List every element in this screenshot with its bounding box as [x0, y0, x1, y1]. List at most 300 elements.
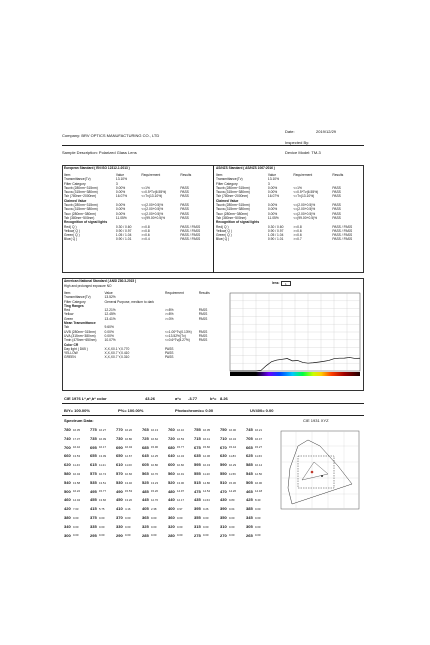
table-row	[215, 237, 363, 241]
table-cell: Tsuvb (280nm~315nm)	[216, 203, 250, 208]
table-cell: Item	[64, 173, 71, 177]
table-cell: Tsuv (280nm~380nm)	[64, 211, 96, 216]
spectrum-wavelength: 290	[116, 532, 123, 538]
table-cell: Tsuv (280nm~380nm)	[216, 211, 248, 216]
spectrum-value: 13.40	[125, 480, 132, 485]
table-cell: 0.00%	[104, 333, 114, 338]
spectrum-value: 16.21	[255, 427, 262, 432]
spectrum-value: 15.77	[99, 489, 106, 494]
spectrum-value: 0.00	[255, 533, 261, 538]
table-cell: Yellow	[64, 312, 74, 317]
table-cell: Requirement	[293, 173, 313, 177]
spectrum-value: 0.00	[125, 524, 131, 529]
spectrum-value: 11.64	[203, 498, 210, 503]
spectrum-wavelength: 420	[64, 506, 71, 512]
spectrum-value: 16.62	[151, 436, 158, 441]
spectrum-value: 10.14	[255, 462, 262, 467]
spectrum-value: 16.22	[73, 489, 80, 494]
table-cell: Claimed Value	[216, 198, 239, 203]
table-cell: >=0.6	[141, 233, 150, 238]
table-cell: <=Tv(13.10%)	[141, 194, 163, 199]
spectrum-value: 10.80	[151, 462, 158, 467]
spectrum-value: 12.06	[203, 454, 210, 459]
table-cell: Transmittance(Tv)	[64, 295, 91, 300]
spectrum-value: 14.18	[255, 489, 262, 494]
spectrum-wavelength: 615	[90, 462, 97, 468]
spectrum-wavelength: 410	[116, 506, 123, 512]
spectrum-value: 15.27	[255, 445, 262, 450]
summary-divider	[62, 415, 364, 416]
table-cell: PASS	[180, 194, 189, 199]
table-cell: UVA (315nm~380nm)	[64, 333, 96, 338]
inspected-label: Inspected By:	[285, 140, 310, 145]
spectrum-value: 13.09	[99, 454, 106, 459]
table-cell: General Purpose, medium to dark	[104, 299, 155, 304]
cie-a-label: a*=	[175, 396, 182, 401]
table-cell: Red( Q )	[216, 224, 229, 229]
spectrum-value: 0.00	[203, 533, 209, 538]
spectrum-value: 13.00	[177, 480, 184, 485]
spectrum-wavelength: 775	[90, 427, 97, 432]
spectrum-value: 11.63	[255, 454, 262, 459]
table-cell: 0.00%	[267, 185, 278, 190]
table-cell: PASS	[198, 316, 208, 321]
table-cell: >=0.4	[141, 237, 150, 242]
spectrum-wavelength: 665	[246, 444, 253, 450]
spectrum-value: 14.04	[73, 498, 80, 503]
table-cell: 0.00%	[115, 207, 126, 212]
table-cell: Recognition of signal lights	[216, 220, 260, 225]
spectrum-wavelength: 555	[194, 471, 201, 476]
spectrum-value: 16.42	[73, 445, 80, 450]
table-cell: PASS	[180, 207, 189, 212]
spectrum-value: 12.50	[255, 471, 262, 476]
spectrum-wavelength: 735	[90, 435, 97, 441]
device-model: Device Model: TM-3	[285, 150, 321, 155]
table-cell: >=0.8	[293, 224, 302, 229]
cie-diagram	[278, 428, 362, 512]
spectrum-value: 14.26	[229, 489, 236, 494]
spectrum-value: 11.56	[229, 471, 236, 476]
table-cell: 3	[115, 181, 118, 186]
spectrum-wavelength: 710	[220, 435, 227, 441]
spectrum-wavelength: 700	[64, 444, 71, 450]
table-cell: 10.07%	[104, 338, 116, 343]
spectrum-wavelength: 565	[142, 471, 149, 476]
spectrum-wavelength: 335	[90, 523, 97, 529]
table-cell: Tsb (380nm~500nm)	[216, 215, 247, 220]
date-label: Date:	[285, 129, 295, 134]
spectrum-wavelength: 365	[142, 515, 149, 520]
spectrum-value: 10.29	[229, 462, 236, 467]
table-cell: Blue( Q )	[216, 237, 230, 242]
table-cell: Red( Q )	[64, 224, 77, 229]
spectrum-wavelength: 650	[116, 453, 123, 459]
spectrum-value: 14.97	[177, 489, 184, 494]
table-cell: <=1%	[141, 185, 150, 190]
table-cell: Requirement	[141, 173, 161, 177]
table-cell: Red	[64, 308, 71, 313]
table-cell: PASS	[198, 329, 208, 334]
table-cell: 11.05%	[267, 215, 279, 220]
table-cell: <=(99.00+0.5)%	[293, 215, 318, 220]
table-cell: PASS	[198, 338, 208, 343]
table-cell: >=0.8	[141, 228, 150, 233]
spectrum-wavelength: 425	[246, 497, 253, 503]
table-cell: GREEN	[64, 355, 76, 360]
spectrum-wavelength: 305	[246, 523, 253, 529]
company-name: Company: BRV OPTICS MANUFACTURING CO., LTD	[62, 133, 160, 138]
spectrum-wavelength: 325	[142, 523, 149, 529]
spectrum-wavelength: 525	[142, 479, 149, 485]
table-cell: Transmittance(Tv)	[216, 177, 243, 182]
table-cell: Tsuva (315nm~380nm)	[216, 190, 250, 195]
spectrum-wavelength: 390	[220, 506, 227, 512]
spectrum-wavelength: 490	[116, 488, 123, 494]
table-cell: 0.00%	[267, 211, 278, 216]
spectrum-wavelength: 730	[116, 435, 123, 441]
spectrum-wavelength: 345	[246, 515, 253, 520]
table-cell: <=(2.00+0.5)%	[141, 203, 164, 208]
transmittance-chart	[222, 291, 362, 381]
spectrum-wavelength: 610	[116, 462, 123, 468]
spectrum-wavelength: 395	[194, 506, 201, 512]
table-cell: UVB (280nm~315nm)	[64, 329, 96, 334]
spectrum-value: 14.80	[203, 480, 210, 485]
table-cell: PASS	[164, 351, 174, 356]
cie-l-value: 43.26	[145, 396, 156, 401]
table-cell: <=0.5*Tv(6.55%)	[293, 190, 319, 195]
spectrum-wavelength: 580	[64, 471, 71, 476]
spectrum-value: 0.00	[255, 524, 261, 529]
spectrum-wavelength: 705	[246, 435, 253, 441]
table-cell: >=3%	[164, 316, 174, 321]
table-cell: Value	[267, 173, 277, 177]
table-row	[63, 355, 213, 359]
spectrum-wavelength: 755	[194, 427, 201, 432]
table-cell: Value	[115, 173, 125, 177]
spectrum-value: 11.43	[73, 462, 80, 467]
spectrum-wavelength: 695	[90, 444, 97, 450]
table-cell: Transmittance(Tv)	[64, 177, 91, 182]
table-cell: Green( Q )	[216, 233, 232, 238]
table-cell: PASS / PASS	[332, 228, 353, 233]
spectrum-value: 0.00	[99, 515, 105, 520]
spectrum-wavelength: 750	[220, 427, 227, 432]
summary-photochromic: Photochromic= 0.00	[175, 408, 214, 413]
table-cell: YELLOW	[64, 351, 78, 356]
spectrum-value: 0.00	[177, 515, 183, 520]
table-cell: Tsuvb (280nm~315nm)	[64, 203, 98, 208]
spectrum-value: 13.58	[73, 480, 80, 485]
eu-title: European Standard ( EN ISO 12312-1:2013 )	[64, 166, 130, 170]
table-cell: Tsuva (315nm~380nm)	[64, 190, 98, 195]
table-cell: <=(2.00+0.5)%	[293, 203, 316, 208]
table-cell: Tsuvb (280nm~315nm)	[216, 185, 250, 190]
spectrum-wavelength: 545	[246, 471, 253, 476]
table-cell: <=13.52%(Tv)	[164, 333, 186, 338]
spectrum-wavelength: 315	[194, 523, 201, 529]
spectrum-wavelength: 455	[90, 497, 97, 503]
spectrum-wavelength: 360	[168, 515, 175, 520]
spectrum-wavelength: 340	[64, 523, 71, 529]
table-cell: PASS	[198, 333, 208, 338]
table-cell: 16.07%	[267, 194, 280, 199]
table-cell: 13.10%	[267, 177, 280, 182]
table-cell: 9.60%	[104, 325, 114, 330]
spectrum-value: 0.00	[125, 533, 131, 538]
spectrum-value: 16.04	[125, 445, 132, 450]
spectrum-wavelength: 480	[168, 488, 175, 494]
spectrum-value: 16.53	[177, 436, 184, 441]
spectrum-wavelength: 445	[142, 497, 149, 503]
spectrum-value: 10.43	[203, 462, 210, 467]
spectrum-value: 0.00	[73, 515, 79, 520]
spectrum-value: 16.41	[203, 436, 210, 441]
spectrum-wavelength: 280	[168, 532, 175, 538]
spectrum-value: 0.97	[177, 506, 183, 511]
spectrum-wavelength: 690	[116, 444, 123, 450]
table-cell: 0.00%	[115, 211, 126, 216]
table-cell: PASS	[198, 308, 208, 313]
spectrum-value: 13.51	[99, 480, 106, 485]
table-cell: Results	[332, 173, 344, 177]
table-cell: PASS	[180, 203, 189, 208]
as-table	[215, 173, 363, 242]
spectrum-wavelength: 500	[64, 488, 71, 494]
table-cell: 13.41%	[104, 316, 116, 321]
table-cell: <=1.00*Tv(0.13%)	[164, 329, 192, 334]
table-cell: <=(2.00+0.5)%	[293, 207, 316, 212]
spectrum-wavelength: 405	[142, 506, 149, 512]
eu-table	[63, 173, 211, 242]
ansi-subtitle: High and prolonged exposure NO	[64, 284, 112, 288]
summary-uv400: UV400= 0.00	[250, 408, 274, 413]
table-cell: <=(2.00+0.5)%	[141, 211, 164, 216]
spectrum-value: 11.00	[125, 462, 132, 467]
chart-lens-select[interactable]	[281, 281, 291, 286]
table-cell: Tsb	[64, 325, 70, 330]
spectrum-wavelength: 670	[220, 444, 227, 450]
spectrum-value: 0.00	[99, 524, 105, 529]
cie-b-value: 8.26	[220, 396, 228, 401]
spectrum-value: 15.90	[151, 445, 158, 450]
spectrum-wavelength: 550	[220, 471, 227, 476]
table-cell: PASS	[332, 211, 341, 216]
cie-divider	[62, 403, 364, 404]
spectrum-value: 2.38	[151, 506, 157, 511]
table-cell: Green	[64, 316, 74, 321]
table-cell: Filter Category	[64, 181, 86, 186]
table-cell: Recognition of signal lights	[64, 220, 108, 225]
spectrum-value: 10.91	[177, 471, 184, 476]
spectrum-wavelength: 715	[194, 435, 201, 441]
spectrum-value: 10.60	[177, 462, 184, 467]
spectrum-wavelength: 740	[64, 435, 71, 441]
spectrum-wavelength: 350	[220, 515, 227, 520]
table-cell: PASS / PASS	[180, 237, 201, 242]
spectrum-wavelength: 780	[64, 427, 71, 432]
table-cell: PASS / PASS	[180, 228, 201, 233]
table-cell: 0.00%	[115, 185, 126, 190]
spectrum-value: 12.17	[177, 498, 184, 503]
table-cell: <=0.5*Tv(6.55%)	[141, 190, 167, 195]
spectrum-wavelength: 320	[168, 523, 175, 529]
as-title: AS/NZS Standard ( AS/NZS 1067:2016 )	[216, 166, 275, 170]
spectrum-value: 16.09	[99, 436, 106, 441]
table-cell: 16.07%	[115, 194, 128, 199]
table-cell: Item	[216, 173, 223, 177]
table-cell: Claimed Value	[64, 198, 87, 203]
spectrum-wavelength: 430	[220, 497, 227, 503]
spectrum-value: 7.03	[73, 506, 79, 511]
spectrum-wavelength: 660	[64, 453, 71, 459]
table-cell: 12.21%	[104, 308, 116, 313]
table-cell: >=0.8	[141, 224, 150, 229]
table-cell: PASS / PASS	[180, 224, 201, 229]
table-cell: 0.00%	[104, 329, 114, 334]
spectrum-wavelength: 295	[90, 532, 97, 538]
spectrum-wavelength: 620	[64, 462, 71, 468]
spectrum-wavelength: 560	[168, 471, 175, 476]
spectrum-value: 16.13	[151, 427, 158, 432]
spectrum-value: 17.37	[73, 436, 80, 441]
standards-divider	[213, 165, 214, 273]
table-cell: Tsb (380nm~500nm)	[64, 215, 95, 220]
table-cell: X,X,X0.1 Y,0.770	[104, 346, 130, 351]
table-cell: 0.30 / 0.60	[267, 224, 284, 229]
spectrum-wavelength: 470	[220, 488, 227, 494]
table-cell: Blue( Q )	[64, 237, 78, 242]
table-cell: PASS	[332, 190, 341, 195]
table-cell: PASS / PASS	[180, 233, 201, 238]
ansi-title: American National Standard ( ANSI Z80.3-2015 )	[64, 279, 137, 283]
table-cell: 0.90 / 1.01	[115, 237, 132, 242]
table-cell: Tsuva (315nm~380nm)	[64, 207, 98, 212]
table-cell: Requirement	[164, 291, 184, 295]
spectrum-value: 5.75	[99, 506, 105, 511]
spectrum-wavelength: 265	[246, 532, 253, 538]
date-value: 2019/12/29	[316, 129, 337, 134]
spectrum-wavelength: 605	[142, 462, 149, 468]
table-cell: PASS	[180, 190, 189, 195]
table-cell: 0.00%	[267, 203, 278, 208]
table-cell: <=(2.00+0.5)%	[293, 211, 316, 216]
table-cell: Filter Category	[64, 299, 86, 304]
spectrum-wavelength: 370	[116, 515, 123, 520]
spectrum-value: 0.00	[151, 533, 157, 538]
spectrum-wavelength: 655	[90, 453, 97, 459]
table-cell: Filter Category	[216, 181, 238, 186]
spectrum-value: 0.00	[255, 515, 261, 520]
table-cell: Tsuvb (280nm~315nm)	[64, 185, 98, 190]
spectrum-wavelength: 675	[194, 444, 201, 450]
spectrum-value: 16.27	[99, 427, 106, 432]
spectrum-value: 13.20	[125, 498, 132, 503]
spectrum-wavelength: 640	[168, 453, 175, 459]
spectrum-wavelength: 720	[168, 435, 175, 441]
spectrum-value: 11.20	[203, 471, 210, 476]
table-cell: PASS	[164, 355, 174, 360]
spectrum-wavelength: 510	[220, 479, 227, 485]
spectrum-wavelength: 520	[168, 479, 175, 485]
table-cell: 11.05%	[115, 215, 127, 220]
table-cell: 0.90 / 1.01	[267, 237, 284, 242]
cie-a-value: -3.77	[188, 396, 198, 401]
table-cell: 13.10%	[115, 177, 128, 182]
spectrum-wavelength: 485	[142, 488, 149, 494]
spectrum-value: 15.44	[229, 445, 236, 450]
spectrum-value: 11.21	[99, 462, 106, 467]
spectrum-wavelength: 375	[90, 515, 97, 520]
chart-lens-value: 1	[285, 281, 287, 286]
spectrum-value: 13.23	[151, 480, 158, 485]
spectrum-value: 0.00	[151, 524, 157, 529]
table-cell: Yellow( Q )	[64, 228, 81, 233]
table-cell: Value	[104, 291, 113, 295]
table-cell: Color CR	[64, 342, 79, 347]
table-cell: Item	[64, 291, 71, 295]
table-cell: 13.52%	[104, 295, 116, 300]
spectrum-value: 15.20	[151, 489, 158, 494]
table-cell: Mean Transmittance	[64, 321, 96, 326]
spectrum-value: 9.80	[229, 498, 235, 503]
table-cell: Green( Q )	[64, 233, 80, 238]
spectrum-value: 12.70	[151, 498, 158, 503]
table-cell: PASS	[198, 312, 208, 317]
spectrum-value: 13.53	[73, 454, 80, 459]
table-cell: PASS	[180, 211, 189, 216]
table-cell: 0.00%	[267, 207, 278, 212]
cie-b-label: b*=	[210, 396, 217, 401]
spectrum-wavelength: 535	[90, 479, 97, 485]
header-divider	[62, 145, 364, 146]
table-cell: PASS / PASS	[332, 237, 353, 242]
cie-diagram-title: CIE 1931 XYZ	[303, 418, 329, 423]
spectrum-wavelength: 645	[142, 453, 149, 459]
table-cell: X,X,X0.7 Y,0.310	[104, 355, 130, 360]
spectrum-value: 16.34	[229, 436, 236, 441]
spectrum-value: 8.40	[255, 498, 261, 503]
table-cell: 1.05 / 1.04	[267, 233, 284, 238]
table-cell: PASS	[332, 194, 341, 199]
table-cell: PASS / PASS	[332, 224, 353, 229]
spectrum-value: 15.77	[177, 445, 184, 450]
spectrum-wavelength: 570	[116, 471, 123, 476]
spectrum-value: 0.00	[229, 533, 235, 538]
table-cell: <=0.6*Tv(8.27%)	[164, 338, 190, 343]
spectrum-value: 12.34	[177, 454, 184, 459]
table-cell: X,X,X0.7 Y,0.410	[104, 351, 130, 356]
spectrum-value: 16.00	[229, 427, 236, 432]
spectrum-wavelength: 505	[246, 479, 253, 485]
spectrum-value: 0.00	[229, 524, 235, 529]
spectrum-value: 11.83	[229, 454, 236, 459]
spectrum-wavelength: 475	[194, 488, 201, 494]
spectrum-wavelength: 460	[64, 497, 71, 503]
spectrum-value: 0.04	[229, 506, 235, 511]
spectrum-wavelength: 275	[194, 532, 201, 538]
spectrum-wavelength: 540	[64, 479, 71, 485]
spectrum-wavelength: 415	[90, 506, 97, 512]
spectrum-value: 0.00	[73, 524, 79, 529]
table-cell: <=(99.00+0.5)%	[141, 215, 166, 220]
table-cell: Tmin (475nm~650nm)	[64, 338, 97, 343]
spectrum-value: 0.00	[125, 515, 131, 520]
spectrum-value: 16.47	[255, 436, 262, 441]
spectrum-value: 16.80	[125, 436, 132, 441]
spectrum-value: 16.10	[177, 427, 184, 432]
